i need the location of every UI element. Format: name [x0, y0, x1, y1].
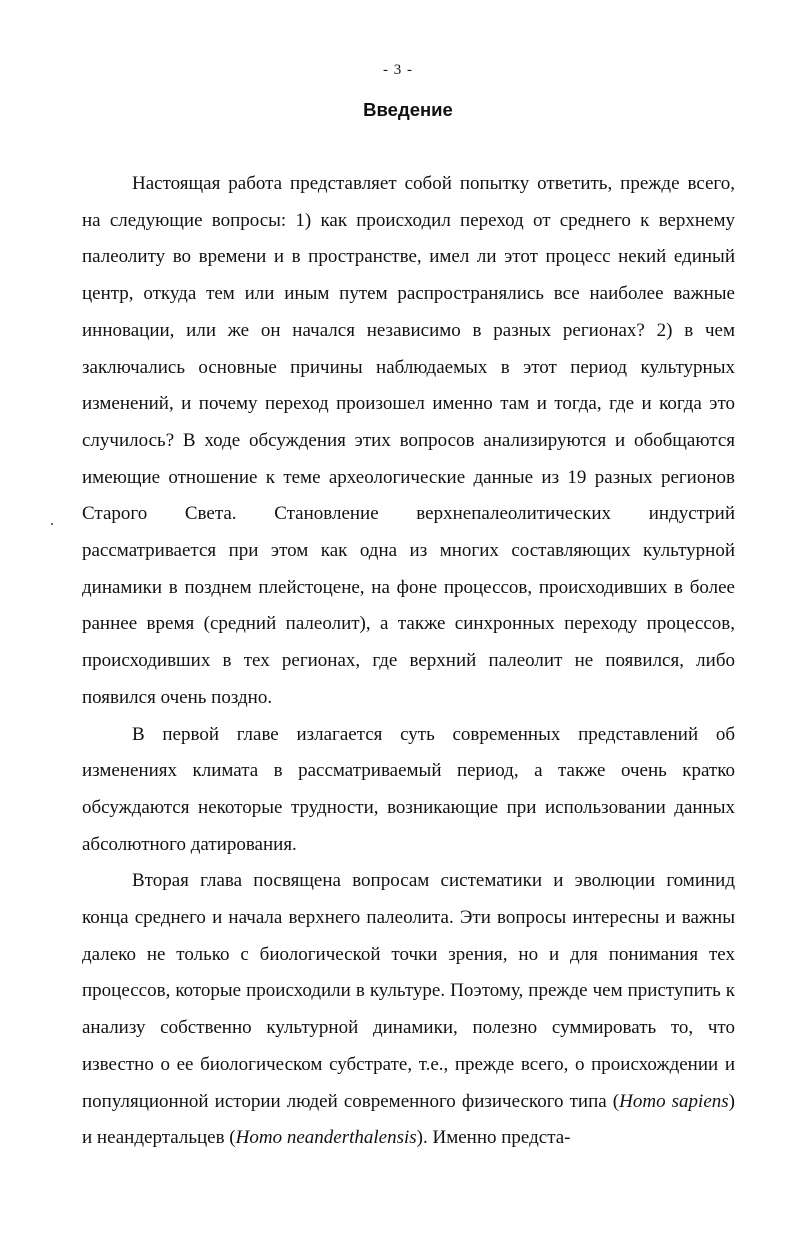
paragraph: [82, 166, 735, 717]
paragraph-text: Вторая глава посвящена вопросам систематики и эволюции гоминид конца среднего и начала верхнего палеолита. Эти вопросы интересны и важны далеко не только с биологической точки зрения, но и для понимания тех процессов, которые происходили в культуре. Поэтому, прежде чем приступить к анализу собственно культурной динамики, полезно суммировать то, что известно о ее биологическом субстрате, т.е., прежде всего, о происхождении и популяционной истории людей современного физического типа (: [82, 870, 735, 1112]
paragraph-text: Настоящая работа представляет собой попытку ответить, прежде всего, на следующие вопросы: 1) как происходил переход от среднего к верхнему палеолиту во времени и в пространстве, имел ли этот процесс некий единый центр, откуда тем или иным путем распространялись все наиболее важные инновации, или же он начался независимо в разных регионах? 2) в чем заключались основные причины наблюдаемых в этот период культурных изменений, и почему переход произошел именно там и тогда, где и когда это случилось? В ходе обсуждения этих вопросов анализируются и обобщаются имеющие отношение к теме археологические данные из 19 разных регионов Старого Света. Становление верхнепалеолитических индустрий рассматривается при этом как одна из многих составляющих культурной динамики в позднем плейстоцене, на фоне процессов, происходивших в более раннее время (средний палеолит), а также синхронных переходу процессов, происходивших в тех регионах, где верхний палеолит не появился, либо появился очень поздно.: [82, 173, 735, 708]
paragraph-text: В первой главе излагается суть современных представлений об изменениях климата в рассматриваемый период, а также очень кратко обсуждаются некоторые трудности, возникающие при использовании данных абсолютного датирования.: [82, 723, 735, 855]
page-number: - 3 -: [383, 62, 413, 78]
italic-term: Homo neanderthalensis: [235, 1127, 417, 1149]
paragraph: [82, 717, 735, 864]
section-heading: Введение: [363, 99, 453, 120]
margin-speck: [51, 523, 53, 525]
paragraph-text: ) и неандертальцев (: [82, 1090, 735, 1149]
paragraph-text: ). Именно предста-: [416, 1127, 571, 1149]
body-text: [82, 166, 735, 1157]
paragraph: [82, 863, 735, 1157]
italic-term: Homo sapiens: [619, 1090, 729, 1112]
